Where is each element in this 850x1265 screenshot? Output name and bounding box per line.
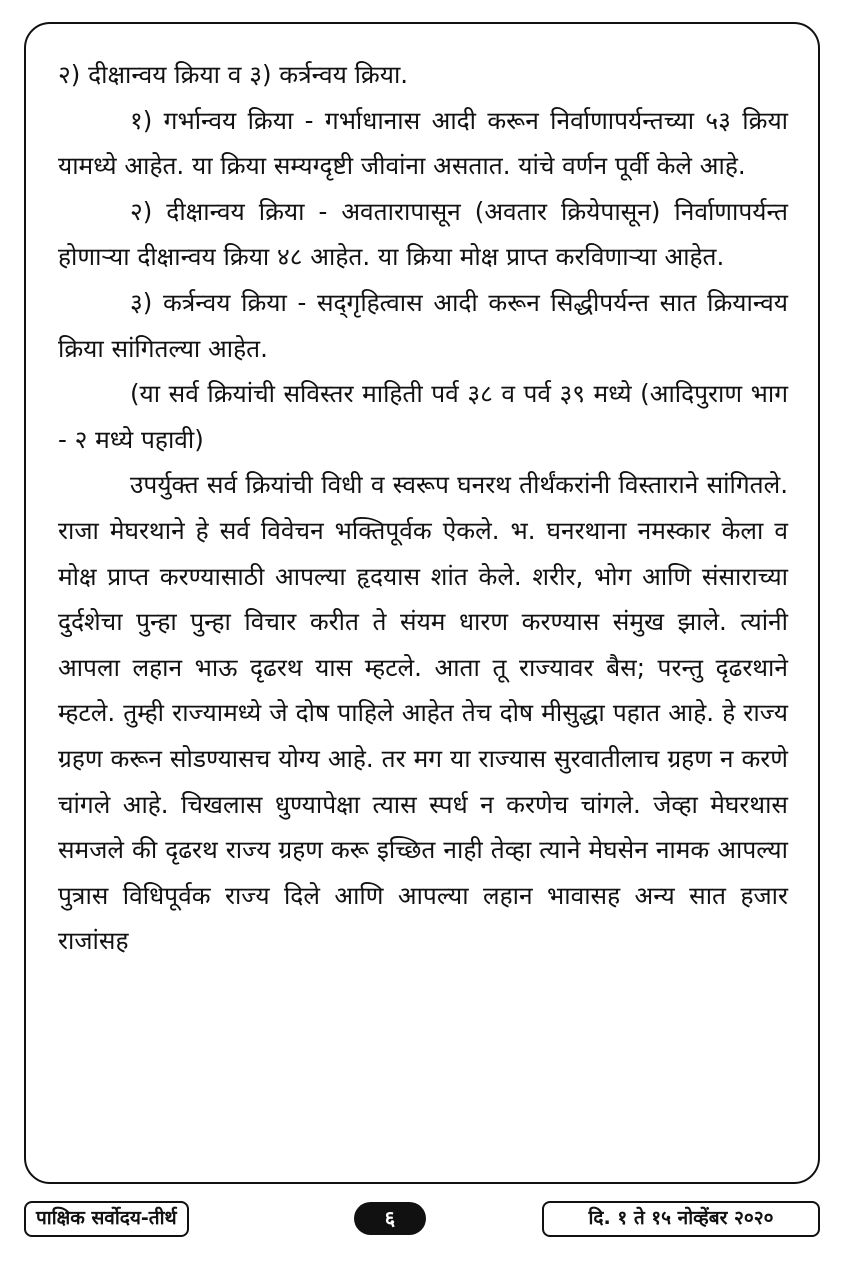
footer-publication-name: पाक्षिक सर्वोदय-तीर्थ (24, 1201, 189, 1237)
page-body (58, 52, 788, 964)
footer-issue-date: दि. १ ते १५ नोव्हेंबर २०२० (542, 1201, 820, 1237)
paragraph-garbhanvay: १) गर्भान्वय क्रिया - गर्भाधानास आदी करून निर्वाणापर्यन्तच्या ५३ क्रिया यामध्ये आहेत. या क्रिया सम्यग्दृष्टी जीवांना असतात. यांचे वर्णन पूर्वी केले आहे. (58, 105, 788, 181)
page-number-badge: ६ (354, 1202, 426, 1235)
paragraph-kartranvay: ३) कर्त्रन्वय क्रिया - सद्‌गृहित्वास आदी करून सिद्धीपर्यन्त सात क्रियान्वय क्रिया सांगितल्या आहेत. (58, 287, 788, 363)
paragraph-narrative: उपर्युक्त सर्व क्रियांची विधी व स्वरूप घनरथ तीर्थंकरांनी विस्ताराने सांगितले. राजा मेघरथाने हे सर्व विवेचन भक्तिपूर्वक ऐकले. भ. घनरथाना नमस्कार केला व मोक्ष प्राप्त करण्यासाठी आपल्या हृदयास शांत केले. शरीर, भोग आणि संसाराच्या दुर्दशेचा पुन्हा पुन्हा विचार करीत ते संयम धारण करण्यास संमुख झाले. त्यांनी आपला लहान भाऊ दृढरथ यास म्हटले. आता तू राज्यावर बैस; परन्तु दृढरथाने म्हटले. तुम्ही राज्यामध्ये जे दोष पाहिले आहेत तेच दोष मीसुद्धा पहात आहे. हे राज्य ग्रहण करून सोडण्यासच योग्य आहे. तर मग या राज्यास सुरवातीलाच ग्रहण न करणे चांगले आहे. चिखलास धुण्यापेक्षा त्यास स्पर्ध न करणेच चांगले. जेव्हा मेघरथास समजले की दृढरथ राज्य ग्रहण करू इच्छित नाही तेव्हा त्याने मेघसेन नामक आपल्या पुत्रास विधिपूर्वक राज्य दिले आणि आपल्या लहान भावासह अन्य सात हजार राजांसह (58, 470, 788, 956)
paragraph-dikshanvay: २) दीक्षान्वय क्रिया - अवतारापासून (अवतार क्रियेपासून) निर्वाणापर्यन्त होणाऱ्या दीक्षान्वय क्रिया ४८ आहेत. या क्रिया मोक्ष प्राप्त करविणाऱ्या आहेत. (58, 196, 788, 272)
paragraph-reference-note: (या सर्व क्रियांची सविस्तर माहिती पर्व ३८ व पर्व ३९ मध्ये (आदिपुराण भाग - २ मध्ये पहावी) (58, 379, 788, 454)
paragraph-intro-line: २) दीक्षान्वय क्रिया व ३) कर्त्रन्वय क्रिया. (58, 60, 409, 89)
